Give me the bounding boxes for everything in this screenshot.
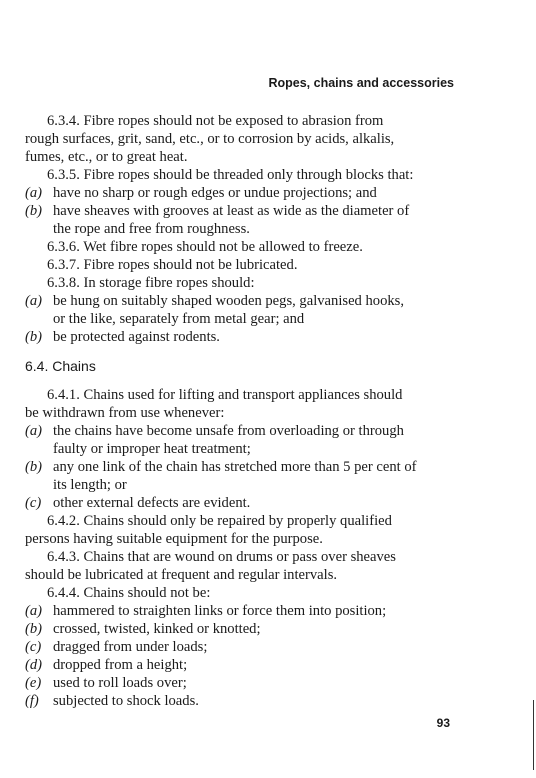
section-gap [25, 375, 455, 386]
item-label: (a) [25, 185, 43, 201]
page-number: 93 [436, 716, 450, 730]
line-text: fumes, etc., or to great heat. [25, 149, 188, 165]
text-line [25, 638, 455, 656]
line-text: hammered to straighten links or force them into position; [53, 603, 387, 619]
text-line [25, 292, 455, 310]
line-text: 6.3.7. Fibre ropes should not be lubricated. [47, 257, 298, 273]
page-edge-line [533, 700, 534, 770]
page-body [25, 112, 455, 710]
text-line [25, 112, 455, 130]
line-text: 6.3.4. Fibre ropes should not be exposed to abrasion from [47, 113, 384, 129]
text-line [25, 422, 455, 440]
line-text: used to roll loads over; [53, 675, 187, 691]
section-gap [25, 346, 455, 357]
line-text: have sheaves with grooves at least as wide as the diameter of [53, 203, 410, 219]
item-label: (e) [25, 675, 42, 691]
text-line [25, 602, 455, 620]
text-line [25, 566, 455, 584]
line-text: 6.4.2. Chains should only be repaired by properly qualified [47, 513, 392, 529]
line-text: be withdrawn from use whenever: [25, 405, 225, 421]
text-line [25, 148, 455, 166]
line-text: 6.4.1. Chains used for lifting and transport appliances should [47, 387, 403, 403]
item-label: (d) [25, 657, 43, 673]
line-text: dropped from a height; [53, 657, 188, 673]
text-line [25, 310, 455, 328]
text-line [25, 386, 455, 404]
text-line [25, 328, 455, 346]
line-text: faulty or improper heat treatment; [53, 441, 251, 457]
line-text: 6.3.8. In storage fibre ropes should: [47, 275, 255, 291]
item-label: (b) [25, 621, 43, 637]
text-line [25, 674, 455, 692]
text-line [25, 548, 455, 566]
item-label: (b) [25, 459, 43, 475]
line-text: the chains have become unsafe from overloading or through [53, 423, 404, 439]
line-text: have no sharp or rough edges or undue projections; and [53, 185, 377, 201]
text-line [25, 274, 455, 292]
text-line [25, 620, 455, 638]
item-label: (c) [25, 495, 42, 511]
text-line [25, 440, 455, 458]
line-text: any one link of the chain has stretched more than 5 per cent of [53, 459, 417, 475]
line-text: be hung on suitably shaped wooden pegs, galvanised hooks, [53, 293, 405, 309]
line-text: rough surfaces, grit, sand, etc., or to corrosion by acids, alkalis, [25, 131, 395, 147]
text-line [25, 494, 455, 512]
line-text: the rope and free from roughness. [53, 221, 250, 237]
line-text: its length; or [53, 477, 127, 493]
text-line [25, 220, 455, 238]
line-text: be protected against rodents. [53, 329, 220, 345]
text-line [25, 692, 455, 710]
line-text: 6.3.5. Fibre ropes should be threaded only through blocks that: [47, 167, 414, 183]
line-text: other external defects are evident. [53, 495, 251, 511]
text-line [25, 238, 455, 256]
text-line [25, 404, 455, 422]
text-line [25, 458, 455, 476]
running-head: Ropes, chains and accessories [268, 76, 454, 90]
line-text: persons having suitable equipment for the purpose. [25, 531, 323, 547]
item-label: (b) [25, 203, 43, 219]
line-text: 6.4.3. Chains that are wound on drums or pass over sheaves [47, 549, 396, 565]
line-text: 6.4.4. Chains should not be: [47, 585, 211, 601]
line-text: or the like, separately from metal gear; and [53, 311, 305, 327]
line-text: dragged from under loads; [53, 639, 208, 655]
text-line [25, 584, 455, 602]
text-line [25, 656, 455, 674]
item-label: (f) [25, 693, 39, 709]
text-line [25, 184, 455, 202]
text-line [25, 512, 455, 530]
item-label: (c) [25, 639, 42, 655]
text-line [25, 256, 455, 274]
text-line [25, 166, 455, 184]
line-text: crossed, twisted, kinked or knotted; [53, 621, 261, 637]
line-text: 6.3.6. Wet fibre ropes should not be allowed to freeze. [47, 239, 363, 255]
text-line [25, 476, 455, 494]
line-text: subjected to shock loads. [53, 693, 199, 709]
item-label: (a) [25, 293, 43, 309]
line-text: should be lubricated at frequent and regular intervals. [25, 567, 338, 583]
item-label: (b) [25, 329, 43, 345]
section-heading: 6.4. Chains [25, 358, 96, 374]
item-label: (a) [25, 603, 43, 619]
text-line [25, 130, 455, 148]
item-label: (a) [25, 423, 43, 439]
text-line [25, 530, 455, 548]
text-line [25, 202, 455, 220]
